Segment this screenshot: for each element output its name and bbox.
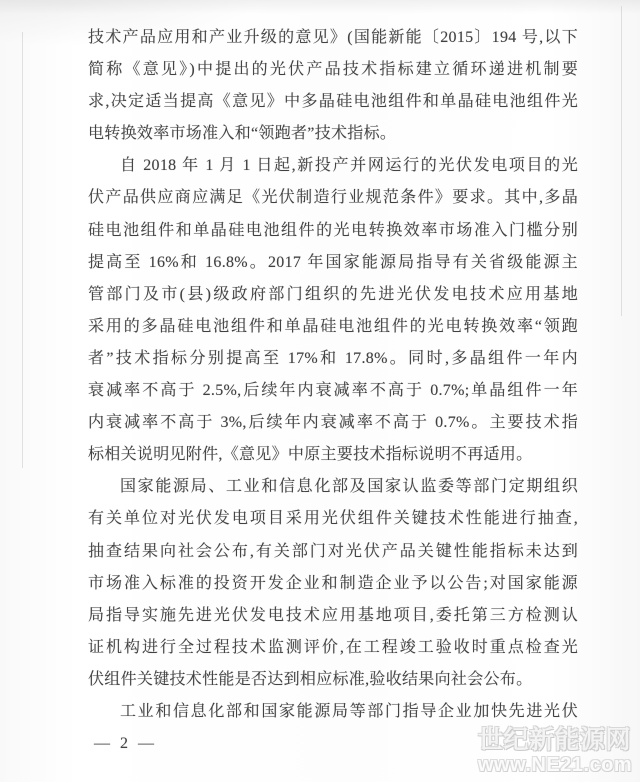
- text-line: 简称《意见》)中提出的光伏产品技术指标建立循环递进机制要: [88, 61, 578, 79]
- text-line: 抽查结果向社会公布,有关部门对光伏产品关键性能指标未达到: [88, 542, 578, 560]
- text-line: 自 2018 年 1 月 1 日起,新投产并网运行的光伏发电项目的光: [120, 157, 578, 175]
- watermark-site-name: 世纪新能源网: [478, 726, 632, 754]
- text-line: 提高至 16%和 16.8%。2017 年国家能源局指导有关省级能源主: [88, 253, 578, 271]
- text-line: 工业和信息化部和国家能源局等部门指导企业加快先进光伏: [120, 702, 578, 720]
- page-number: — 2 —: [94, 735, 157, 752]
- document-body: [88, 22, 578, 728]
- text-line: 者”技术指标分别提高至 17%和 17.8%。同时,多晶组件一年内: [88, 349, 578, 367]
- text-line: 证机构进行全过程技术监测评价,在工程竣工验收时重点检查光: [88, 638, 578, 656]
- text-line: 国家能源局、工业和信息化部及国家认监委等部门定期组织: [120, 478, 578, 496]
- scan-edge-left: [22, 32, 23, 468]
- text-line: 标相关说明见附件,《意见》中原主要技术指标说明不再适用。: [88, 446, 533, 464]
- text-line: 硅电池组件和单晶硅电池组件的光电转换效率市场准入门槛分别: [88, 221, 578, 239]
- text-line: 伏组件关键技术性能是否达到相应标准,验收结果向社会公布。: [88, 670, 533, 688]
- text-line: 求,决定适当提高《意见》中多晶硅电池组件和单晶硅电池组件光: [88, 93, 578, 111]
- text-line: 衰减率不高于 2.5%,后续年内衰减率不高于 0.7%;单晶组件一年: [88, 382, 578, 400]
- watermark: [478, 728, 632, 775]
- text-line: 伏产品供应商应满足《光伏制造行业规范条件》要求。其中,多晶: [88, 189, 578, 207]
- text-line: 采用的多晶硅电池组件和单晶硅电池组件的光电转换效率“领跑: [88, 317, 578, 335]
- watermark-site-url: www.NE21.com: [478, 754, 633, 776]
- text-line: 技术产品应用和产业升级的意见》(国能新能〔2015〕194 号,以下: [88, 29, 578, 46]
- text-line: 内衰减率不高于 3%,后续年内衰减率不高于 0.7%。主要技术指: [88, 414, 578, 432]
- text-line: 市场准入标准的投资开发企业和制造企业予以公告;对国家能源: [88, 574, 578, 592]
- text-line: 有关单位对光伏发电项目采用光伏组件关键技术性能进行抽查,: [88, 510, 578, 528]
- text-line: 管部门及市(县)级政府部门组织的先进光伏发电技术应用基地: [88, 285, 578, 303]
- text-line: 局指导实施先进光伏发电技术应用基地项目,委托第三方检测认: [88, 606, 578, 624]
- text-line: 电转换效率市场准入和“领跑者”技术指标。: [88, 125, 397, 143]
- scan-edge-right: [621, 6, 622, 316]
